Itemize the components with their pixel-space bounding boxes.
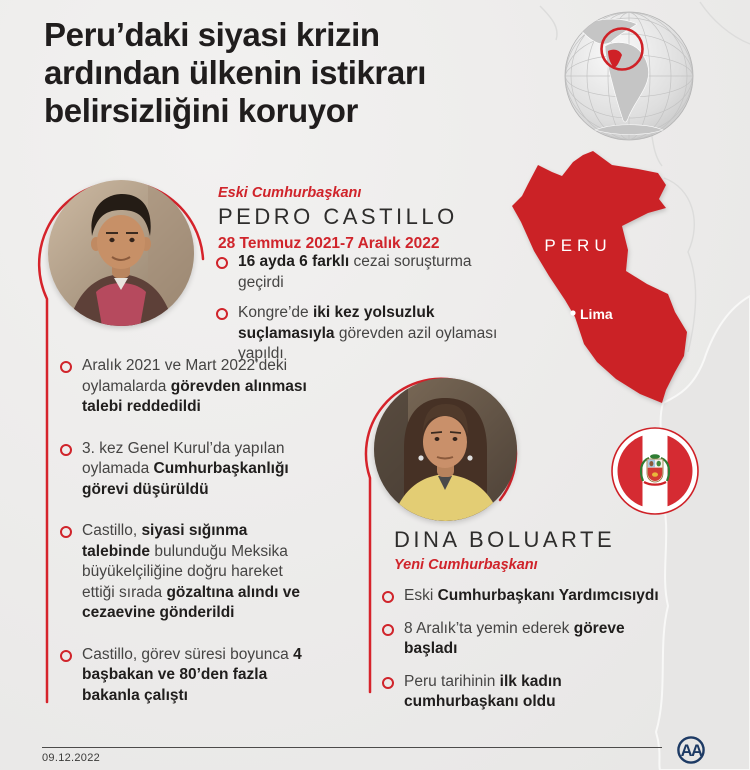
- text-segment: Kongre’de: [238, 304, 313, 321]
- page-title: [44, 16, 426, 130]
- text-segment: görevden alınması talebi reddedildi: [82, 377, 307, 415]
- castillo-role: Eski Cumhurbaşkanı: [218, 185, 362, 201]
- castillo-term: 28 Temmuz 2021-7 Aralık 2022: [218, 235, 440, 252]
- peru-flag-roundel: [612, 428, 698, 514]
- aa-logo-icon: [671, 735, 711, 769]
- bullet-icon: [60, 650, 72, 662]
- boluarte-photo: [374, 378, 517, 521]
- text-segment: 8 Aralık’ta yemin ederek: [404, 619, 574, 637]
- agency-logo: [671, 735, 711, 769]
- bullet-icon: [60, 361, 72, 373]
- boluarte-portrait-illustration: [374, 378, 517, 521]
- bullet-icon: [382, 677, 394, 689]
- bullet-icon: [60, 444, 72, 456]
- boluarte-role: Yeni Cumhurbaşkanı: [394, 557, 538, 573]
- list-item: [60, 521, 310, 624]
- castillo-bullet-list: [216, 252, 516, 365]
- bullet-text: [404, 619, 677, 660]
- text-segment: siyasi sığınma talebinde: [82, 522, 248, 560]
- list-item: [60, 439, 310, 501]
- list-item: [60, 645, 310, 707]
- bullet-icon: [382, 591, 394, 603]
- bullet-text: [404, 586, 659, 607]
- boluarte-bullet-list: [382, 586, 677, 713]
- boluarte-header: [394, 527, 704, 573]
- list-item: [216, 252, 516, 293]
- castillo-timeline-list: [60, 356, 310, 706]
- list-item: [382, 672, 677, 713]
- text-segment: Aralık 2021 ve Mart 2022’deki oylamalarda: [82, 357, 288, 395]
- text-segment: Cumhurbaşkanı Yardımcısıydı: [437, 587, 659, 604]
- boluarte-name: DINA BOLUARTE: [394, 527, 616, 552]
- peru-map: [512, 151, 687, 403]
- bullet-text: [82, 521, 310, 624]
- text-segment: görevden azil oylaması yapıldı: [238, 324, 498, 362]
- list-item: [382, 619, 677, 660]
- agency-logo-text: AA: [680, 742, 702, 760]
- castillo-header: [218, 185, 528, 253]
- text-segment: 16 ayda 6 farklı: [238, 253, 350, 270]
- castillo-portrait-illustration: [48, 180, 194, 326]
- bullet-text: [82, 356, 310, 418]
- text-segment: cezai soruşturma geçirdi: [238, 253, 472, 291]
- list-item: [382, 586, 677, 607]
- bullet-text: [238, 252, 516, 293]
- list-item: [60, 356, 310, 418]
- text-segment: iki kez yolsuzluk suçlamasıyla: [238, 304, 435, 342]
- text-segment: ilk kadın cumhurbaşkanı oldu: [404, 672, 562, 710]
- bullet-icon: [60, 526, 72, 538]
- bullet-text: [82, 439, 310, 501]
- text-segment: Castillo, görev süresi boyunca: [82, 645, 294, 663]
- bullet-icon: [216, 257, 228, 269]
- bullet-text: [404, 672, 677, 713]
- castillo-photo: [48, 180, 194, 326]
- lima-dot: [570, 310, 575, 315]
- text-segment: Cumhurbaşkanlığı görevi düşürüldü: [82, 460, 289, 498]
- text-segment: göreve başladı: [404, 619, 625, 657]
- text-segment: bulunduğu Meksika büyükelçiliğine doğru hareket ettiği sırada: [82, 542, 288, 601]
- text-segment: 3. kez Genel Kurul’da yapılan oylamada: [82, 439, 285, 477]
- globe-locator: [565, 12, 693, 140]
- peru-map-label: PERU: [544, 236, 612, 255]
- text-segment: 4 başbakan ve 80’den fazla bakanla çalıştı: [82, 645, 302, 704]
- text-segment: Eski: [404, 587, 438, 604]
- footer-divider: [42, 747, 662, 748]
- title-line: Peru’daki siyasi krizin: [44, 16, 380, 53]
- title-line: ardından ülkenin istikrarı: [44, 54, 427, 91]
- text-segment: Peru tarihinin: [404, 672, 500, 690]
- text-segment: Castillo,: [82, 522, 142, 539]
- title-line: belirsizliğini koruyor: [44, 92, 358, 129]
- bullet-icon: [216, 308, 228, 320]
- castillo-name: PEDRO CASTILLO: [218, 204, 458, 229]
- publish-date: 09.12.2022: [42, 752, 101, 764]
- text-segment: gözaltına alındı ve cezaevine gönderildi: [82, 583, 300, 621]
- bullet-text: [82, 645, 310, 707]
- bullet-icon: [382, 624, 394, 636]
- lima-label: Lima: [580, 306, 613, 322]
